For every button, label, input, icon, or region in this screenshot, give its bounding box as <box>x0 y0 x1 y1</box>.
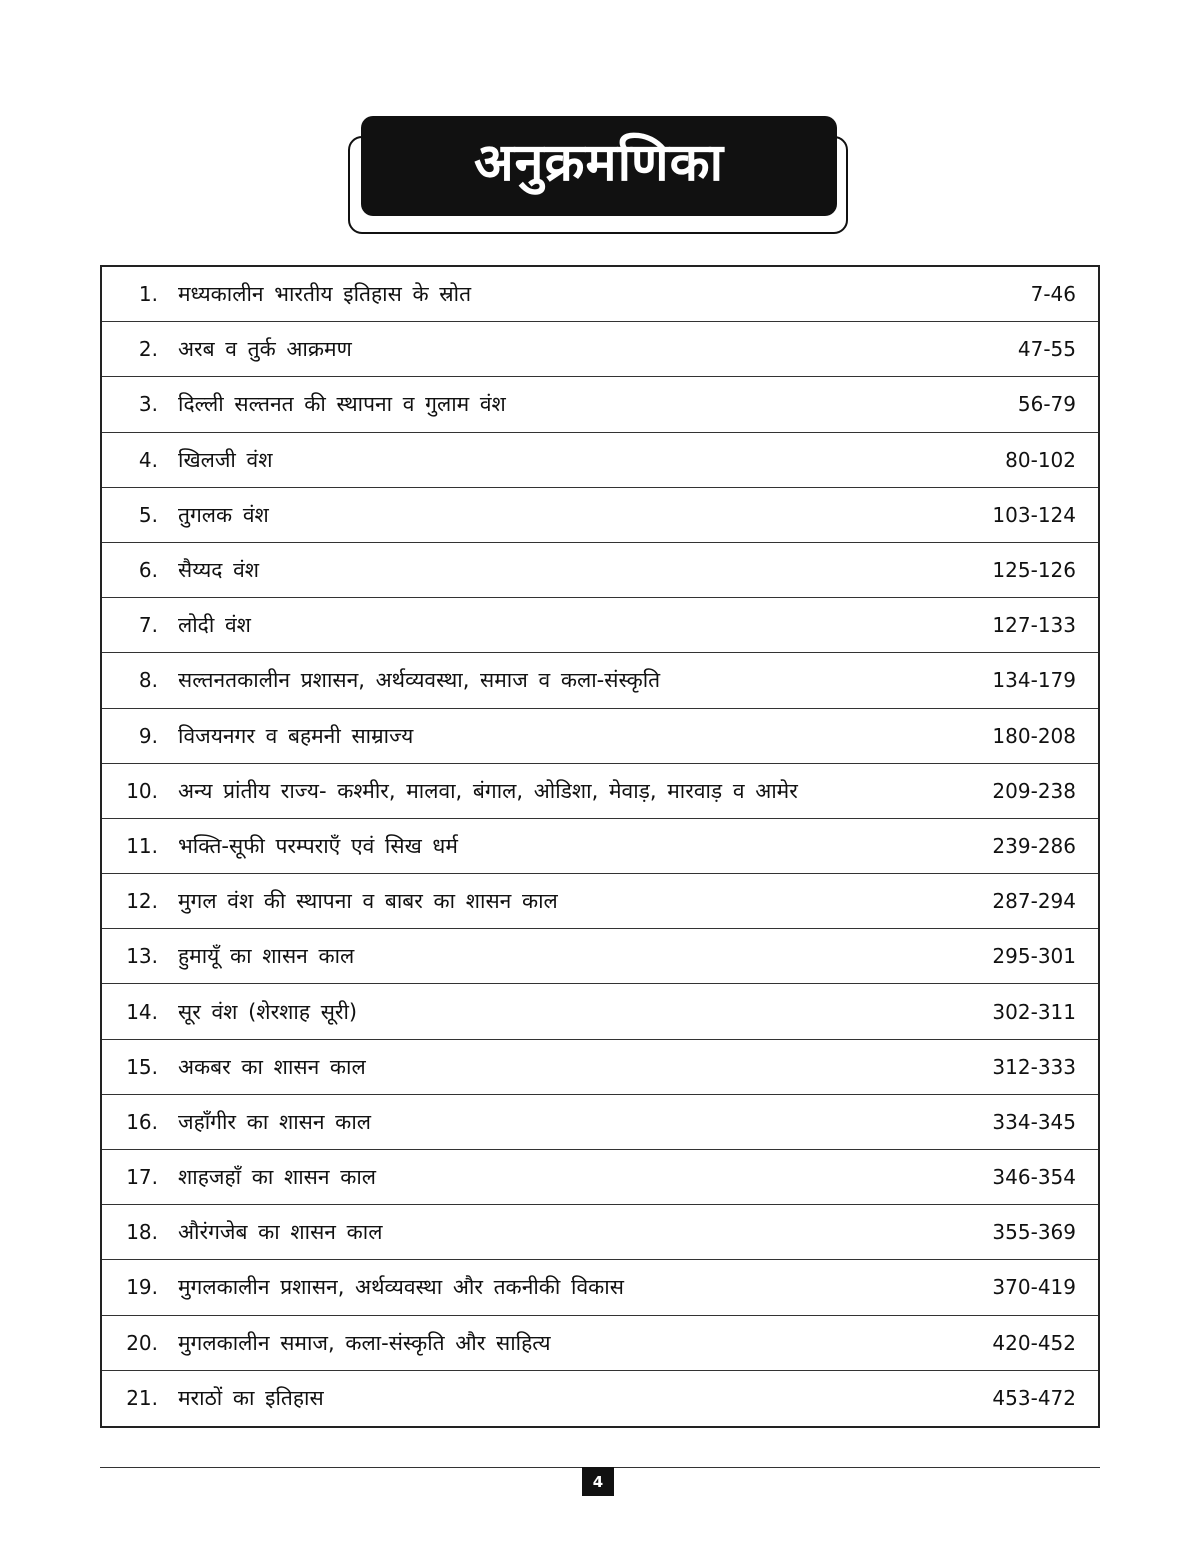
toc-title: मुगलकालीन समाज, कला-संस्कृति और साहित्य <box>178 1330 551 1355</box>
toc-number: 12. <box>126 889 158 914</box>
toc-number: 10. <box>126 778 158 803</box>
toc-row <box>102 377 1098 432</box>
toc-number: 17. <box>126 1165 158 1190</box>
toc-number: 20. <box>126 1330 158 1355</box>
toc-pages: 346-354 <box>992 1165 1076 1190</box>
toc-row <box>102 764 1098 819</box>
toc-number: 2. <box>138 337 158 362</box>
toc-title: सैय्यद वंश <box>178 558 260 583</box>
toc-number: 13. <box>126 944 158 969</box>
toc-pages: 209-238 <box>992 778 1076 803</box>
toc-title: खिलजी वंश <box>178 447 273 472</box>
toc-number: 3. <box>138 392 158 417</box>
toc-row <box>102 488 1098 543</box>
toc-number: 8. <box>138 668 158 693</box>
toc-title: मुगल वंश की स्थापना व बाबर का शासन काल <box>178 889 558 914</box>
toc-title: सल्तनतकालीन प्रशासन, अर्थव्यवस्था, समाज व कला-संस्कृति <box>178 668 661 693</box>
toc-row <box>102 322 1098 377</box>
toc-number: 15. <box>126 1054 158 1079</box>
toc-pages: 420-452 <box>992 1330 1076 1355</box>
toc-pages: 80-102 <box>1005 447 1076 472</box>
toc-row <box>102 653 1098 708</box>
title-banner <box>361 116 837 216</box>
toc-number: 18. <box>126 1220 158 1245</box>
toc-row <box>102 433 1098 488</box>
toc-pages: 239-286 <box>992 833 1076 858</box>
toc-row <box>102 819 1098 874</box>
toc-title: अरब व तुर्क आक्रमण <box>178 337 352 362</box>
toc-title: अकबर का शासन काल <box>178 1054 366 1079</box>
toc-pages: 287-294 <box>992 889 1076 914</box>
toc-title: अन्य प्रांतीय राज्य- कश्मीर, मालवा, बंगाल, ओडिशा, मेवाड़, मारवाड़ व आमेर <box>178 778 798 803</box>
toc-pages: 180-208 <box>992 723 1076 748</box>
toc-pages: 295-301 <box>992 944 1076 969</box>
toc-pages: 453-472 <box>992 1386 1076 1411</box>
toc-number: 7. <box>138 613 158 638</box>
toc-number: 9. <box>138 723 158 748</box>
toc-row <box>102 598 1098 653</box>
toc-row <box>102 1260 1098 1315</box>
toc-row <box>102 1150 1098 1205</box>
toc-number: 5. <box>138 502 158 527</box>
page-title: अनुक्रमणिका <box>473 133 725 193</box>
toc-pages: 312-333 <box>992 1054 1076 1079</box>
page-number: 4 <box>582 1467 614 1496</box>
toc-pages: 103-124 <box>992 502 1076 527</box>
toc-row <box>102 1371 1098 1426</box>
toc-row <box>102 1095 1098 1150</box>
toc-title: विजयनगर व बहमनी साम्राज्य <box>178 723 414 748</box>
toc-pages: 7-46 <box>1030 282 1076 307</box>
toc-title: औरंगजेब का शासन काल <box>178 1220 383 1245</box>
toc-pages: 127-133 <box>992 613 1076 638</box>
toc-row <box>102 1316 1098 1371</box>
toc-title: मध्यकालीन भारतीय इतिहास के स्रोत <box>178 282 472 307</box>
toc-row <box>102 984 1098 1039</box>
toc-pages: 56-79 <box>1017 392 1076 417</box>
toc-number: 6. <box>138 558 158 583</box>
toc-row <box>102 874 1098 929</box>
toc-title: हुमायूँ का शासन काल <box>178 944 355 969</box>
toc-pages: 134-179 <box>992 668 1076 693</box>
toc-pages: 302-311 <box>992 999 1076 1024</box>
toc-row <box>102 709 1098 764</box>
toc-title: भक्ति-सूफी परम्पराएँ एवं सिख धर्म <box>178 833 458 858</box>
toc-table <box>100 265 1100 1428</box>
toc-number: 11. <box>126 833 158 858</box>
toc-pages: 355-369 <box>992 1220 1076 1245</box>
toc-pages: 125-126 <box>992 558 1076 583</box>
toc-number: 21. <box>126 1386 158 1411</box>
toc-row <box>102 543 1098 598</box>
toc-pages: 47-55 <box>1017 337 1076 362</box>
toc-title: दिल्ली सल्तनत की स्थापना व गुलाम वंश <box>178 392 506 417</box>
toc-row <box>102 1205 1098 1260</box>
toc-row <box>102 267 1098 322</box>
toc-title: शाहजहाँ का शासन काल <box>178 1165 377 1190</box>
toc-title: तुगलक वंश <box>178 502 269 527</box>
toc-pages: 334-345 <box>992 1109 1076 1134</box>
toc-title: मराठों का इतिहास <box>178 1386 324 1411</box>
toc-title: जहाँगीर का शासन काल <box>178 1109 371 1134</box>
toc-title: सूर वंश (शेरशाह सूरी) <box>178 999 358 1024</box>
toc-number: 14. <box>126 999 158 1024</box>
toc-title: लोदी वंश <box>178 613 251 638</box>
toc-number: 4. <box>138 447 158 472</box>
toc-title: मुगलकालीन प्रशासन, अर्थव्यवस्था और तकनीकी विकास <box>178 1275 624 1300</box>
toc-row <box>102 1040 1098 1095</box>
toc-number: 16. <box>126 1109 158 1134</box>
toc-number: 1. <box>138 282 158 307</box>
toc-row <box>102 929 1098 984</box>
toc-number: 19. <box>126 1275 158 1300</box>
toc-pages: 370-419 <box>992 1275 1076 1300</box>
